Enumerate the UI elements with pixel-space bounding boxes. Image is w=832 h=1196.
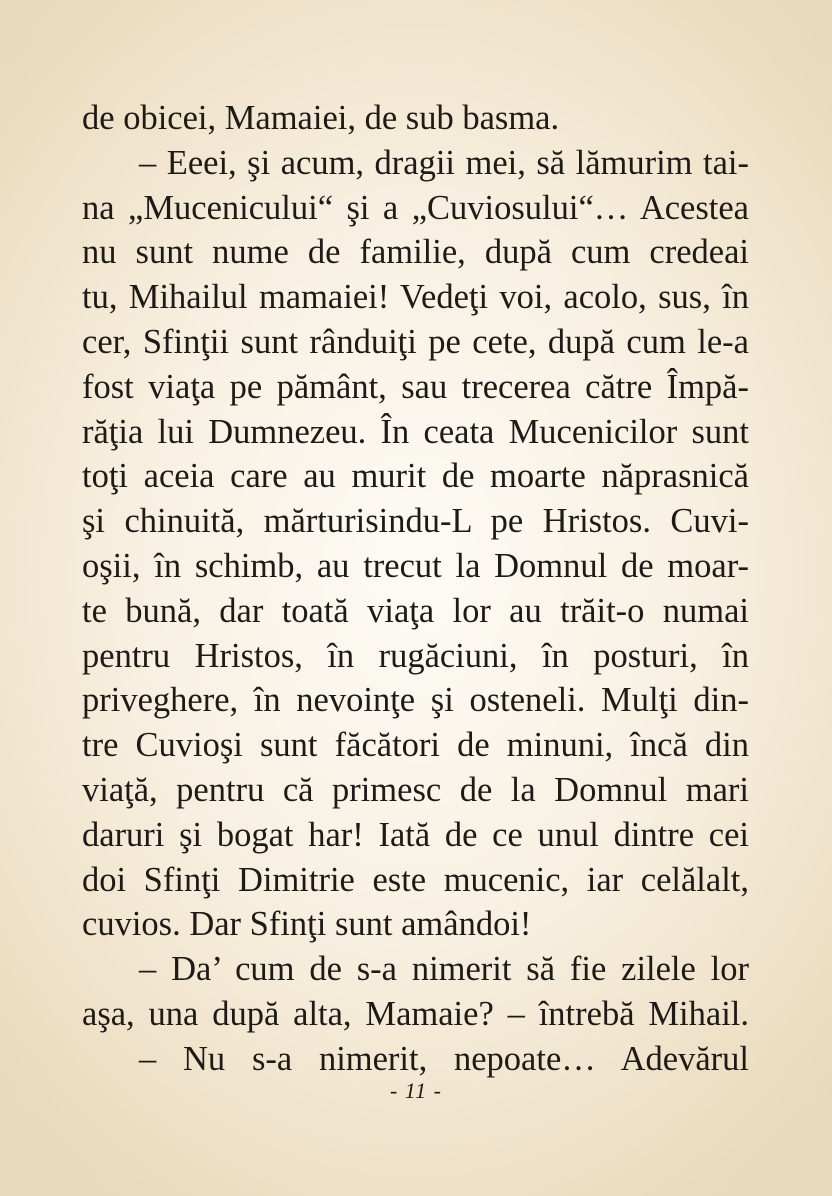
page-number: - 11 -: [389, 1078, 443, 1103]
text-line: – Da’ cum de s-a nimerit să fie zilele lor: [139, 950, 749, 989]
text-line: de obicei, Mamaiei, de sub basma.: [82, 99, 560, 137]
text-line: toţi aceia care au murit de moarte năprasnică: [82, 457, 749, 496]
text-line: priveghere, în nevoinţe şi osteneli. Mulţi din-: [82, 681, 749, 720]
text-line: daruri şi bogat har! Iată de ce unul dintre cei: [82, 815, 749, 854]
text-line: te bună, dar toată viaţa lor au trăit-o numai: [82, 591, 749, 630]
text-line: fost viaţa pe pământ, sau trecerea către Împă-: [82, 367, 749, 406]
text-line: şi chinuită, mărturisindu-L pe Hristos. Cuvi-: [82, 502, 749, 541]
text-line: na „Mucenicului“ şi a „Cuviosului“… Acestea: [82, 188, 749, 227]
text-line: aşa, una după alta, Mamaie? – întrebă Mihail.: [82, 994, 749, 1033]
text-line: doi Sfinţi Dimitrie este mucenic, iar celălalt,: [82, 860, 749, 899]
text-line: nu sunt nume de familie, după cum credeai: [82, 233, 749, 272]
text-line: răţia lui Dumnezeu. În ceata Mucenicilor sunt: [82, 412, 749, 451]
text-line: tu, Mihailul mamaiei! Vedeţi voi, acolo, sus, în: [82, 278, 749, 317]
text-line: tre Cuvioşi sunt făcători de minuni, încă din: [82, 726, 749, 765]
text-line: viaţă, pentru că primesc de la Domnul mari: [82, 770, 749, 809]
text-line: oşii, în schimb, au trecut la Domnul de moar-: [82, 546, 749, 585]
book-page-text: [82, 96, 749, 1082]
text-line: cuvios. Dar Sfinţi sunt amândoi!: [82, 905, 532, 944]
text-line: pentru Hristos, în rugăciuni, în posturi, în: [82, 636, 749, 675]
text-line: – Nu s-a nimerit, nepoate… Adevărul: [139, 1039, 749, 1078]
text-line: cer, Sfinţii sunt rânduiţi pe cete, după cum le-a: [82, 322, 749, 361]
text-line: – Eeei, şi acum, dragii mei, să lămurim tai-: [139, 143, 749, 182]
